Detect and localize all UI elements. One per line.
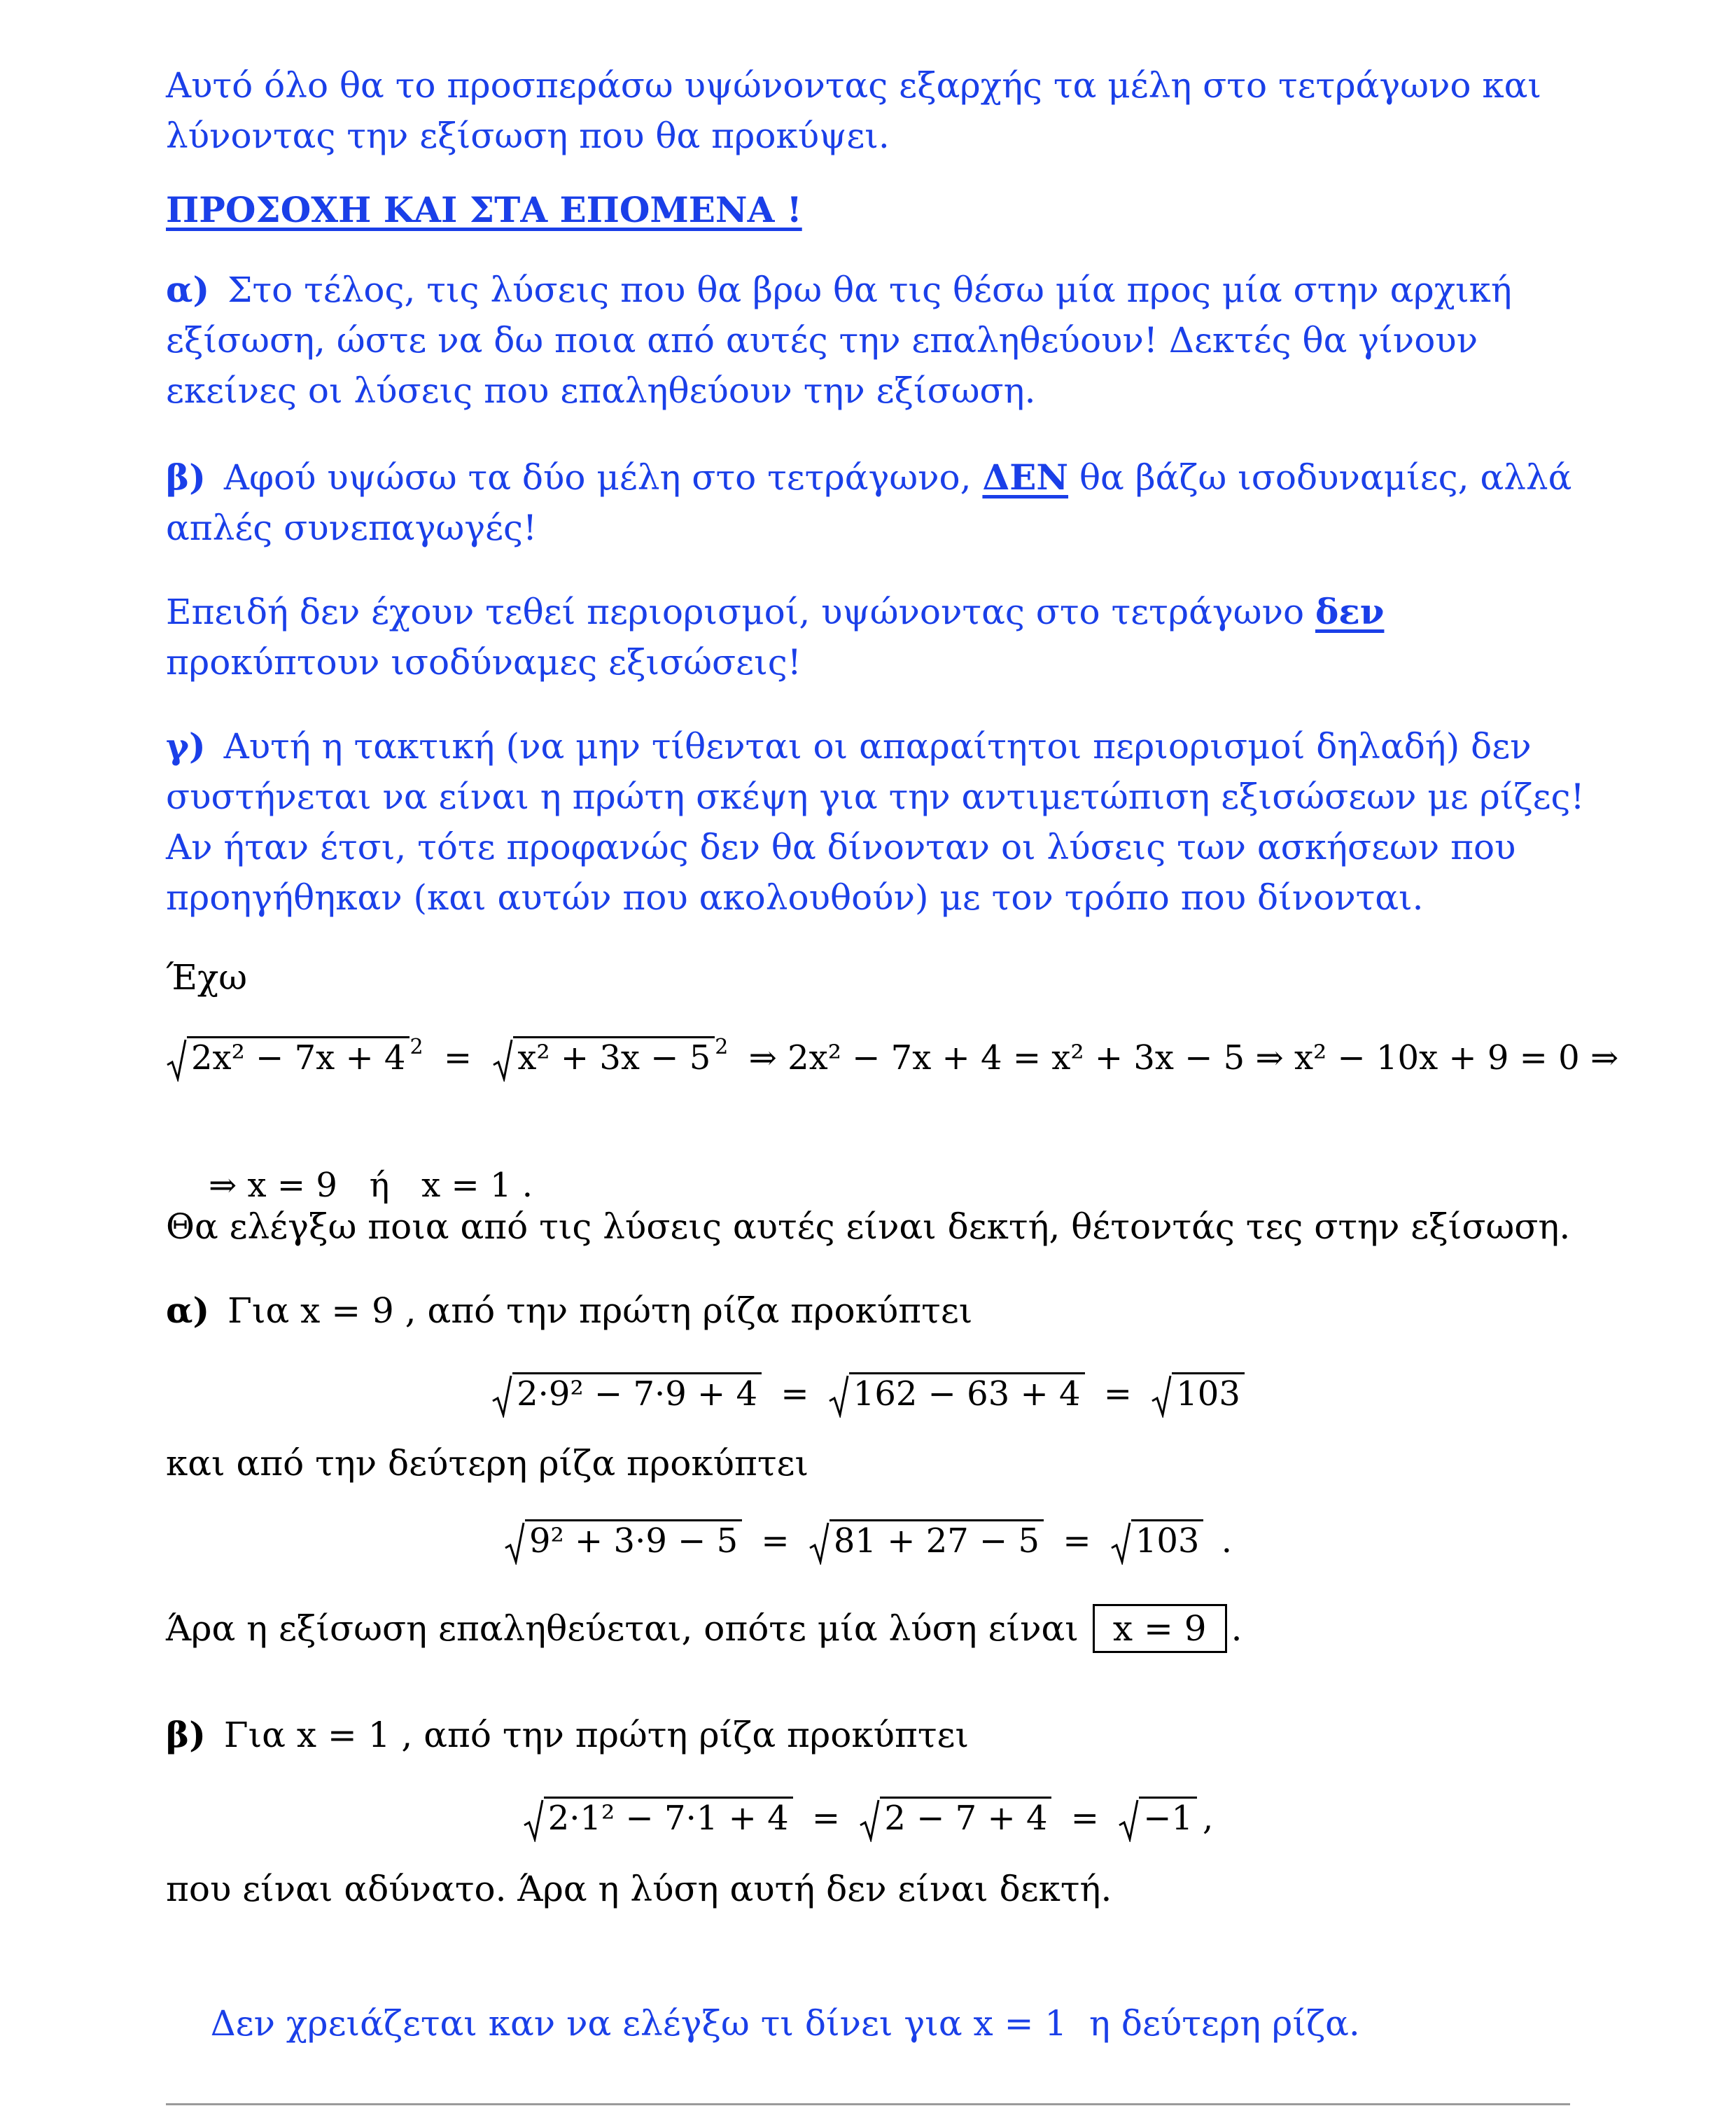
- footer-divider: [166, 2103, 1570, 2105]
- radical-2: [492, 1033, 715, 1082]
- boxed-answer: x = 9: [1093, 1604, 1227, 1653]
- radical-a2: [828, 1369, 1085, 1418]
- case-a-conclusion-text: Άρα η εξίσωση επαληθεύεται, οπότε μία λύση είναι: [166, 1608, 1079, 1649]
- note-b-emphasis: ΔΕΝ: [982, 456, 1069, 498]
- note-a-label: α): [166, 269, 210, 310]
- radical-sign-icon: [491, 1374, 512, 1418]
- square-exponent-2: 2: [715, 1035, 729, 1059]
- radical-a3-content: 103: [1172, 1372, 1245, 1414]
- radical-a2-content: 162 − 63 + 4: [849, 1372, 1085, 1414]
- case-a-second-root-intro: [166, 1438, 1587, 1488]
- case-b-first-root-end: ,: [1203, 1799, 1214, 1838]
- equation-2-text: ⇒ x = 9 ή x = 1 .: [209, 1166, 533, 1205]
- square-exponent-1: 2: [410, 1035, 424, 1059]
- radical-a5: [808, 1516, 1044, 1565]
- note-a: [166, 265, 1587, 416]
- radical-b1: [523, 1794, 793, 1843]
- equation-line-1: 2x² − 7x + 4 $^2$ = x² + 3x − 5 $^2$ ⇒ 2x² − 7x + 4 = x² + 3x − 5 ⇒ x² − 10x + 9 = 0 ⇒: [166, 1033, 1618, 1082]
- note-c-text-2: προκύπτουν ισοδύναμες εξισώσεις!: [166, 642, 802, 683]
- intro-paragraph: [166, 60, 1587, 161]
- radical-sign-icon: [166, 1038, 187, 1082]
- intro-text: Αυτό όλο θα το προσπεράσω υψώνοντας εξαρχής τα μέλη στο τετράγωνο και λύνοντας την εξίσωση που θα προκύψει.: [166, 65, 1542, 156]
- equation-1-rest: ⇒ 2x² − 7x + 4 = x² + 3x − 5 ⇒ x² − 10x + 9 = 0 ⇒: [748, 1038, 1619, 1078]
- note-c: [166, 587, 1587, 688]
- case-a-conclusion: [166, 1603, 1587, 1654]
- note-b: [166, 452, 1587, 553]
- radical-a4-content: 9² + 3·9 − 5: [525, 1519, 742, 1561]
- radical-2-content: x² + 3x − 5: [513, 1036, 715, 1078]
- check-intro: [166, 1201, 1587, 1252]
- note-g-label: γ): [166, 725, 206, 767]
- radical-sign-icon: [492, 1038, 513, 1082]
- case-a-text: Για x = 9 , από την πρώτη ρίζα προκύπτει: [227, 1290, 973, 1331]
- radical-a5-content: 81 + 27 − 5: [830, 1519, 1044, 1561]
- case-b-text: Για x = 1 , από την πρώτη ρίζα προκύπτει: [223, 1715, 969, 1755]
- radical-a6-content: 103: [1131, 1519, 1204, 1561]
- have-text: Έχω: [166, 957, 248, 998]
- case-a-second-root-line: 9² + 3·9 − 5 = 81 + 27 − 5 = 103 .: [0, 1516, 1736, 1565]
- final-note: [166, 1948, 1587, 2099]
- case-a-label: α): [166, 1290, 210, 1331]
- note-b-text-1: Αφού υψώσω τα δύο μέλη στο τετράγωνο,: [223, 457, 972, 498]
- note-c-text-1: Επειδή δεν έχουν τεθεί περιορισμοί, υψώνοντας στο τετράγωνο: [166, 592, 1305, 632]
- radical-b3: [1118, 1794, 1197, 1843]
- case-a-second-root-end: .: [1221, 1521, 1232, 1561]
- radical-a3: [1151, 1369, 1245, 1418]
- radical-sign-icon: [859, 1799, 880, 1842]
- note-g-text: Αυτή η τακτική (να μην τίθενται οι απαραίτητοι περιορισμοί δηλαδή) δεν συστήνεται να είναι η πρώτη σκέψη για την αντιμετώπιση εξισώσεων με ρίζες! Αν ήταν έτσι, τότε προφανώς δεν θα δίνονταν οι λύσεις των ασκήσεων που προηγήθηκαν (και αυτών που ακολουθούν) με τον τρόπο που δίνονται.: [166, 726, 1585, 918]
- case-b-impossible-text: που είναι αδύνατο. Άρα η λύση αυτή δεν είναι δεκτή.: [166, 1869, 1112, 1909]
- case-a-second-root-text: και από την δεύτερη ρίζα προκύπτει: [166, 1443, 809, 1484]
- radical-sign-icon: [828, 1374, 849, 1418]
- radical-b2-content: 2 − 7 + 4: [880, 1797, 1051, 1838]
- check-intro-text: Θα ελέγξω ποια από τις λύσεις αυτές είναι δεκτή, θέτοντάς τες στην εξίσωση.: [166, 1206, 1571, 1247]
- radical-sign-icon: [808, 1521, 830, 1565]
- radical-1-content: 2x² − 7x + 4: [187, 1036, 410, 1078]
- radical-sign-icon: [523, 1799, 544, 1842]
- note-b-label: β): [166, 456, 206, 498]
- radical-b3-content: −1: [1139, 1797, 1197, 1838]
- radical-b2: [859, 1794, 1051, 1843]
- case-a-first-root-line: 2·9² − 7·9 + 4 = 162 − 63 + 4 = 103: [0, 1369, 1736, 1418]
- have-label: [166, 952, 1587, 1003]
- radical-sign-icon: [1151, 1374, 1172, 1418]
- note-b-text-2: θα βάζω ισοδυναμίες, αλλά απλές συνεπαγωγές!: [166, 457, 1572, 548]
- note-g: [166, 721, 1587, 923]
- radical-sign-icon: [504, 1521, 525, 1565]
- attention-heading: [166, 185, 1587, 235]
- case-b-heading: [166, 1710, 1587, 1760]
- note-c-emphasis: δεν: [1315, 591, 1385, 632]
- radical-sign-icon: [1118, 1799, 1139, 1842]
- attention-title: ΠΡΟΣΟΧΗ ΚΑΙ ΣΤΑ ΕΠΟΜΕΝΑ !: [166, 189, 802, 230]
- final-note-text: Δεν χρειάζεται καν να ελέγξω τι δίνει για x = 1 η δεύτερη ρίζα.: [210, 2003, 1360, 2044]
- case-b-label: β): [166, 1714, 206, 1755]
- radical-a6: [1110, 1516, 1204, 1565]
- note-a-text: Στο τέλος, τις λύσεις που θα βρω θα τις θέσω μία προς μία στην αρχική εξίσωση, ώστε να δω ποια από αυτές την επαληθεύουν! Δεκτές θα γίνουν εκείνες οι λύσεις που επαληθεύουν την εξίσωση.: [166, 270, 1512, 411]
- radical-b1-content: 2·1² − 7·1 + 4: [544, 1797, 793, 1838]
- radical-a1-content: 2·9² − 7·9 + 4: [512, 1372, 762, 1414]
- case-a-heading: [166, 1285, 1587, 1336]
- radical-a1: [491, 1369, 762, 1418]
- case-b-first-root-line: 2·1² − 7·1 + 4 = 2 − 7 + 4 = −1 ,: [0, 1794, 1736, 1843]
- radical-a4: [504, 1516, 742, 1565]
- radical-sign-icon: [1110, 1521, 1131, 1565]
- case-a-conclusion-end: .: [1231, 1608, 1242, 1649]
- radical-1: [166, 1033, 410, 1082]
- case-b-impossible: [166, 1864, 1587, 1914]
